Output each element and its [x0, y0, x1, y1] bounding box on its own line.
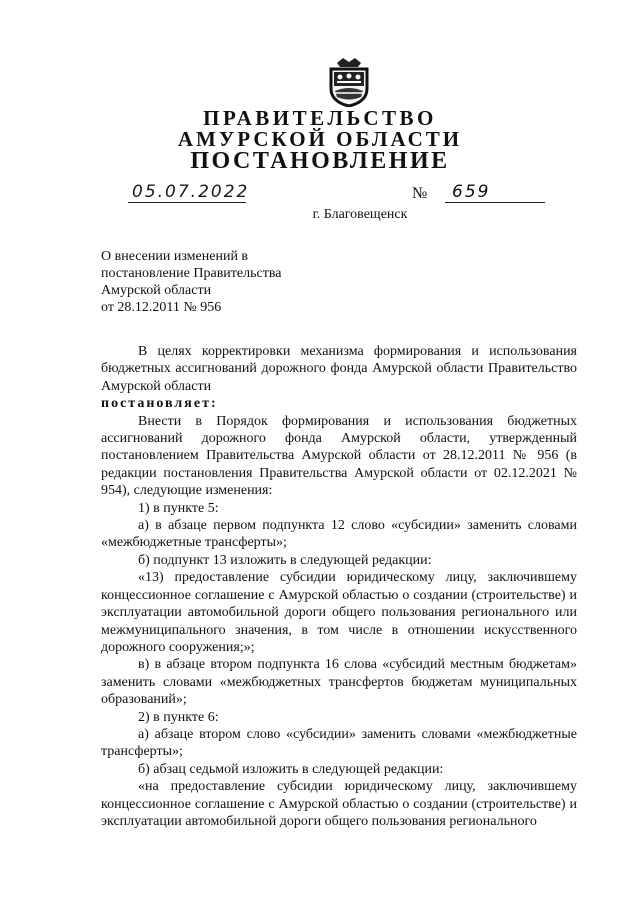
body-paragraph: а) абзаце втором слово «субсидии» заменить словами «межбюджетные трансферты»;	[101, 726, 577, 760]
body-paragraph: б) подпункт 13 изложить в следующей редакции:	[138, 552, 432, 568]
number-sign: №	[412, 185, 428, 202]
region-title: АМУРСКОЙ ОБЛАСТИ	[177, 127, 463, 151]
body-paragraph: Внести в Порядок формирования и использования бюджетных ассигнований дорожного фонда Амурской области, утвержденный постановлением Правительства Амурской области от 28.12.2011 № 956 (в редакции постановления Правительства Амурской области от 02.12.2021 № 954), следующие изменения:	[101, 413, 577, 499]
preamble-paragraph: В целях корректировки механизма формирования и использования бюджетных ассигнований дорожного фонда Амурской области Правительство Амурской области	[101, 344, 577, 394]
document-type-title: ПОСТАНОВЛЕНИЕ	[190, 148, 450, 174]
resolves-keyword: постановляет:	[101, 396, 218, 412]
decree-subject	[101, 248, 281, 316]
coat-of-arms-emblem	[325, 55, 373, 107]
body-paragraph: в) в абзаце втором подпункта 16 слова «субсидий местным бюджетам» заменить словами «межбюджетных трансфертов бюджетам муниципальных образований»;	[101, 657, 577, 708]
decree-number: 659	[452, 182, 491, 202]
decree-body	[101, 343, 577, 830]
subject-line: О внесении изменений в	[101, 249, 249, 264]
body-paragraph: «13) предоставление субсидии юридическому лицу, заключившему концессионное соглашение с Амурской областью о создании (строительстве) и эксплуатации автомобильной дороги общего пользования регионального или межмуниципального значения, в том числе в отношении искусственного дорожного сооружения;»;	[101, 570, 577, 655]
body-paragraph: а) в абзаце первом подпункта 12 слово «субсидии» заменить словами «межбюджетные трансферты»;	[101, 518, 577, 551]
body-paragraph: 2) в пункте 6:	[138, 709, 219, 725]
subject-line: постановление Правительства	[101, 266, 282, 281]
government-title: ПРАВИТЕЛЬСТВО	[203, 106, 437, 130]
body-paragraph: б) абзац седьмой изложить в следующей редакции:	[138, 761, 444, 777]
decree-date: 05.07.2022	[132, 182, 250, 202]
subject-line: от 28.12.2011 № 956	[101, 300, 222, 315]
subject-line: Амурской области	[101, 283, 212, 298]
city-label: г. Благовещенск	[312, 207, 408, 222]
body-paragraph: 1) в пункте 5:	[138, 500, 219, 516]
body-paragraph: «на предоставление субсидии юридическому лицу, заключившему концессионное соглашение с Амурской областью о создании (строительстве) и эксплуатации автомобильной дороги общего пользования регионального	[101, 779, 577, 829]
date-underline	[128, 202, 246, 203]
number-underline	[445, 202, 545, 203]
